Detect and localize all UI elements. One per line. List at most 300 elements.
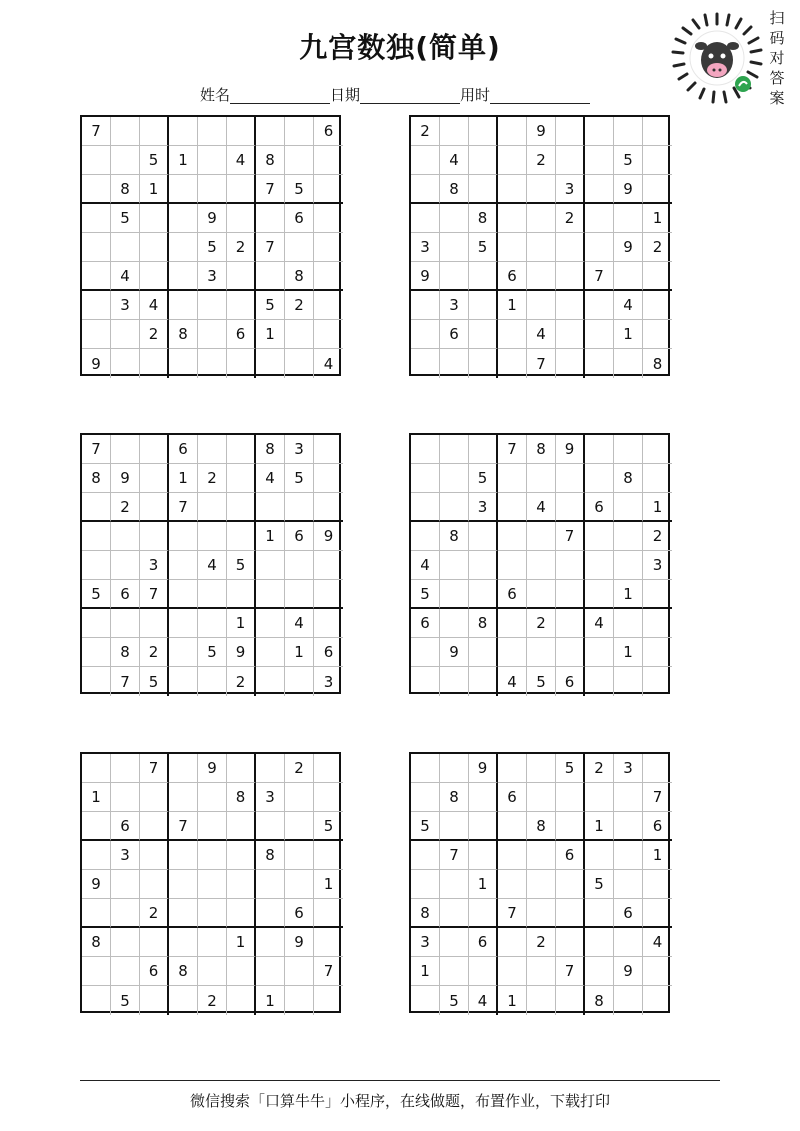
sudoku-cell[interactable]	[585, 320, 614, 349]
sudoku-cell[interactable]	[169, 580, 198, 609]
sudoku-cell[interactable]	[285, 812, 314, 841]
sudoku-cell[interactable]	[411, 841, 440, 870]
sudoku-cell[interactable]	[440, 870, 469, 899]
sudoku-cell[interactable]	[82, 638, 111, 667]
sudoku-cell[interactable]	[556, 464, 585, 493]
sudoku-cell[interactable]	[227, 812, 256, 841]
sudoku-cell[interactable]	[498, 175, 527, 204]
sudoku-cell[interactable]	[498, 928, 527, 957]
sudoku-cell[interactable]	[585, 928, 614, 957]
sudoku-cell[interactable]	[256, 204, 285, 233]
sudoku-cell[interactable]	[82, 262, 111, 291]
sudoku-cell[interactable]	[82, 493, 111, 522]
sudoku-cell[interactable]	[82, 551, 111, 580]
sudoku-cell[interactable]	[643, 262, 672, 291]
sudoku-cell[interactable]	[227, 204, 256, 233]
sudoku-cell[interactable]	[556, 986, 585, 1015]
sudoku-cell[interactable]	[111, 551, 140, 580]
sudoku-cell[interactable]	[256, 349, 285, 378]
sudoku-cell[interactable]	[256, 551, 285, 580]
sudoku-cell[interactable]	[585, 349, 614, 378]
sudoku-cell[interactable]	[411, 493, 440, 522]
sudoku-cell[interactable]	[527, 522, 556, 551]
sudoku-cell[interactable]	[614, 204, 643, 233]
sudoku-cell[interactable]	[527, 464, 556, 493]
sudoku-cell[interactable]	[556, 899, 585, 928]
sudoku-cell[interactable]	[314, 204, 343, 233]
sudoku-cell[interactable]	[111, 928, 140, 957]
sudoku-cell[interactable]	[82, 175, 111, 204]
sudoku-cell[interactable]	[585, 233, 614, 262]
sudoku-cell[interactable]	[440, 262, 469, 291]
sudoku-cell[interactable]	[82, 522, 111, 551]
sudoku-cell[interactable]	[285, 986, 314, 1015]
sudoku-cell[interactable]	[227, 175, 256, 204]
sudoku-cell[interactable]	[498, 204, 527, 233]
sudoku-cell[interactable]	[440, 464, 469, 493]
sudoku-cell[interactable]	[585, 117, 614, 146]
sudoku-cell[interactable]	[614, 551, 643, 580]
sudoku-cell[interactable]	[198, 175, 227, 204]
sudoku-cell[interactable]	[556, 928, 585, 957]
sudoku-cell[interactable]	[469, 146, 498, 175]
sudoku-cell[interactable]	[498, 522, 527, 551]
sudoku-cell[interactable]	[643, 609, 672, 638]
sudoku-cell[interactable]	[411, 146, 440, 175]
sudoku-cell[interactable]	[440, 812, 469, 841]
sudoku-cell[interactable]	[614, 493, 643, 522]
sudoku-cell[interactable]	[285, 580, 314, 609]
sudoku-cell[interactable]	[469, 899, 498, 928]
sudoku-cell[interactable]	[227, 841, 256, 870]
sudoku-cell[interactable]	[169, 291, 198, 320]
sudoku-cell[interactable]	[643, 667, 672, 696]
sudoku-cell[interactable]	[285, 957, 314, 986]
sudoku-cell[interactable]	[469, 175, 498, 204]
sudoku-cell[interactable]	[140, 928, 169, 957]
sudoku-cell[interactable]	[498, 320, 527, 349]
sudoku-cell[interactable]	[585, 638, 614, 667]
sudoku-cell[interactable]	[227, 464, 256, 493]
sudoku-cell[interactable]	[285, 146, 314, 175]
sudoku-cell[interactable]	[527, 986, 556, 1015]
sudoku-cell[interactable]	[556, 870, 585, 899]
sudoku-cell[interactable]	[169, 899, 198, 928]
sudoku-cell[interactable]	[614, 783, 643, 812]
sudoku-cell[interactable]	[411, 291, 440, 320]
sudoku-cell[interactable]	[498, 233, 527, 262]
sudoku-cell[interactable]	[314, 435, 343, 464]
sudoku-cell[interactable]	[527, 899, 556, 928]
sudoku-cell[interactable]	[585, 580, 614, 609]
sudoku-cell[interactable]	[198, 667, 227, 696]
sudoku-cell[interactable]	[469, 117, 498, 146]
sudoku-cell[interactable]	[169, 262, 198, 291]
sudoku-cell[interactable]	[111, 117, 140, 146]
sudoku-cell[interactable]	[314, 783, 343, 812]
sudoku-cell[interactable]	[411, 870, 440, 899]
sudoku-cell[interactable]	[440, 667, 469, 696]
sudoku-cell[interactable]	[411, 204, 440, 233]
sudoku-cell[interactable]	[82, 957, 111, 986]
sudoku-cell[interactable]	[82, 146, 111, 175]
sudoku-cell[interactable]	[256, 812, 285, 841]
sudoku-cell[interactable]	[469, 812, 498, 841]
sudoku-cell[interactable]	[440, 117, 469, 146]
sudoku-cell[interactable]	[614, 667, 643, 696]
sudoku-cell[interactable]	[469, 638, 498, 667]
sudoku-cell[interactable]	[256, 638, 285, 667]
sudoku-cell[interactable]	[227, 435, 256, 464]
sudoku-cell[interactable]	[285, 349, 314, 378]
sudoku-cell[interactable]	[285, 667, 314, 696]
sudoku-cell[interactable]	[556, 783, 585, 812]
sudoku-cell[interactable]	[643, 638, 672, 667]
sudoku-cell[interactable]	[198, 291, 227, 320]
sudoku-cell[interactable]	[198, 117, 227, 146]
sudoku-cell[interactable]	[469, 262, 498, 291]
sudoku-cell[interactable]	[314, 233, 343, 262]
sudoku-cell[interactable]	[440, 609, 469, 638]
sudoku-cell[interactable]	[556, 580, 585, 609]
sudoku-cell[interactable]	[285, 233, 314, 262]
sudoku-cell[interactable]	[411, 522, 440, 551]
sudoku-cell[interactable]	[227, 754, 256, 783]
sudoku-cell[interactable]	[256, 493, 285, 522]
sudoku-cell[interactable]	[198, 841, 227, 870]
sudoku-cell[interactable]	[585, 957, 614, 986]
sudoku-cell[interactable]	[140, 233, 169, 262]
sudoku-cell[interactable]	[498, 551, 527, 580]
sudoku-cell[interactable]	[285, 117, 314, 146]
sudoku-cell[interactable]	[227, 291, 256, 320]
sudoku-cell[interactable]	[256, 580, 285, 609]
sudoku-cell[interactable]	[111, 957, 140, 986]
sudoku-cell[interactable]	[585, 464, 614, 493]
sudoku-cell[interactable]	[140, 870, 169, 899]
sudoku-cell[interactable]	[469, 580, 498, 609]
sudoku-cell[interactable]	[469, 841, 498, 870]
sudoku-cell[interactable]	[198, 146, 227, 175]
sudoku-cell[interactable]	[585, 522, 614, 551]
sudoku-cell[interactable]	[643, 870, 672, 899]
sudoku-cell[interactable]	[285, 493, 314, 522]
sudoku-cell[interactable]	[314, 146, 343, 175]
sudoku-cell[interactable]	[227, 870, 256, 899]
sudoku-cell[interactable]	[169, 754, 198, 783]
sudoku-cell[interactable]	[169, 841, 198, 870]
sudoku-cell[interactable]	[82, 291, 111, 320]
sudoku-cell[interactable]	[585, 783, 614, 812]
sudoku-cell[interactable]	[198, 580, 227, 609]
sudoku-cell[interactable]	[82, 609, 111, 638]
sudoku-cell[interactable]	[169, 349, 198, 378]
sudoku-cell[interactable]	[643, 291, 672, 320]
sudoku-cell[interactable]	[585, 841, 614, 870]
sudoku-cell[interactable]	[111, 522, 140, 551]
sudoku-cell[interactable]	[111, 349, 140, 378]
sudoku-cell[interactable]	[469, 349, 498, 378]
sudoku-cell[interactable]	[614, 435, 643, 464]
sudoku-cell[interactable]	[82, 233, 111, 262]
sudoku-cell[interactable]	[585, 551, 614, 580]
sudoku-cell[interactable]	[469, 320, 498, 349]
sudoku-cell[interactable]	[643, 435, 672, 464]
sudoku-cell[interactable]	[498, 870, 527, 899]
sudoku-cell[interactable]	[527, 957, 556, 986]
sudoku-cell[interactable]	[314, 291, 343, 320]
sudoku-cell[interactable]	[111, 146, 140, 175]
sudoku-cell[interactable]	[169, 551, 198, 580]
sudoku-cell[interactable]	[643, 957, 672, 986]
sudoku-cell[interactable]	[527, 291, 556, 320]
sudoku-cell[interactable]	[169, 870, 198, 899]
sudoku-cell[interactable]	[140, 493, 169, 522]
sudoku-cell[interactable]	[314, 464, 343, 493]
sudoku-cell[interactable]	[440, 928, 469, 957]
sudoku-cell[interactable]	[111, 320, 140, 349]
sudoku-cell[interactable]	[614, 522, 643, 551]
sudoku-cell[interactable]	[140, 522, 169, 551]
sudoku-cell[interactable]	[556, 493, 585, 522]
sudoku-cell[interactable]	[411, 435, 440, 464]
sudoku-cell[interactable]	[585, 291, 614, 320]
sudoku-cell[interactable]	[82, 841, 111, 870]
sudoku-cell[interactable]	[527, 175, 556, 204]
sudoku-cell[interactable]	[527, 204, 556, 233]
sudoku-cell[interactable]	[614, 349, 643, 378]
sudoku-cell[interactable]	[440, 899, 469, 928]
sudoku-cell[interactable]	[411, 783, 440, 812]
sudoku-cell[interactable]	[227, 522, 256, 551]
sudoku-cell[interactable]	[440, 754, 469, 783]
sudoku-cell[interactable]	[198, 957, 227, 986]
sudoku-cell[interactable]	[469, 522, 498, 551]
sudoku-cell[interactable]	[585, 435, 614, 464]
sudoku-cell[interactable]	[256, 117, 285, 146]
sudoku-cell[interactable]	[82, 204, 111, 233]
sudoku-cell[interactable]	[314, 493, 343, 522]
sudoku-cell[interactable]	[314, 580, 343, 609]
sudoku-cell[interactable]	[169, 667, 198, 696]
sudoku-cell[interactable]	[527, 233, 556, 262]
sudoku-cell[interactable]	[411, 754, 440, 783]
sudoku-cell[interactable]	[198, 435, 227, 464]
sudoku-cell[interactable]	[643, 899, 672, 928]
sudoku-cell[interactable]	[411, 175, 440, 204]
sudoku-cell[interactable]	[527, 580, 556, 609]
sudoku-cell[interactable]	[314, 320, 343, 349]
sudoku-cell[interactable]	[111, 899, 140, 928]
sudoku-cell[interactable]	[198, 928, 227, 957]
sudoku-cell[interactable]	[256, 754, 285, 783]
sudoku-cell[interactable]	[111, 609, 140, 638]
sudoku-cell[interactable]	[198, 522, 227, 551]
sudoku-cell[interactable]	[198, 870, 227, 899]
sudoku-cell[interactable]	[256, 667, 285, 696]
sudoku-cell[interactable]	[440, 493, 469, 522]
sudoku-cell[interactable]	[198, 783, 227, 812]
qr-code-mascot-icon[interactable]	[669, 10, 765, 106]
sudoku-cell[interactable]	[227, 349, 256, 378]
sudoku-cell[interactable]	[614, 870, 643, 899]
sudoku-cell[interactable]	[227, 262, 256, 291]
sudoku-cell[interactable]	[556, 638, 585, 667]
sudoku-cell[interactable]	[227, 580, 256, 609]
sudoku-cell[interactable]	[411, 667, 440, 696]
sudoku-cell[interactable]	[469, 435, 498, 464]
sudoku-cell[interactable]	[285, 870, 314, 899]
sudoku-cell[interactable]	[411, 638, 440, 667]
sudoku-cell[interactable]	[256, 928, 285, 957]
sudoku-cell[interactable]	[498, 957, 527, 986]
sudoku-cell[interactable]	[440, 551, 469, 580]
sudoku-cell[interactable]	[440, 580, 469, 609]
sudoku-cell[interactable]	[527, 841, 556, 870]
sudoku-cell[interactable]	[256, 957, 285, 986]
sudoku-cell[interactable]	[411, 986, 440, 1015]
sudoku-cell[interactable]	[556, 291, 585, 320]
sudoku-cell[interactable]	[314, 841, 343, 870]
sudoku-cell[interactable]	[614, 117, 643, 146]
sudoku-cell[interactable]	[285, 841, 314, 870]
sudoku-cell[interactable]	[440, 204, 469, 233]
sudoku-cell[interactable]	[469, 957, 498, 986]
sudoku-cell[interactable]	[643, 464, 672, 493]
sudoku-cell[interactable]	[440, 957, 469, 986]
sudoku-cell[interactable]	[498, 146, 527, 175]
sudoku-cell[interactable]	[614, 841, 643, 870]
sudoku-cell[interactable]	[169, 986, 198, 1015]
sudoku-cell[interactable]	[198, 493, 227, 522]
sudoku-cell[interactable]	[140, 262, 169, 291]
sudoku-cell[interactable]	[469, 291, 498, 320]
sudoku-cell[interactable]	[169, 522, 198, 551]
sudoku-cell[interactable]	[140, 986, 169, 1015]
sudoku-cell[interactable]	[440, 349, 469, 378]
sudoku-cell[interactable]	[643, 580, 672, 609]
sudoku-cell[interactable]	[556, 609, 585, 638]
sudoku-cell[interactable]	[527, 262, 556, 291]
sudoku-cell[interactable]	[585, 204, 614, 233]
sudoku-cell[interactable]	[140, 812, 169, 841]
sudoku-cell[interactable]	[169, 233, 198, 262]
sudoku-cell[interactable]	[140, 609, 169, 638]
sudoku-cell[interactable]	[469, 667, 498, 696]
sudoku-cell[interactable]	[169, 783, 198, 812]
sudoku-cell[interactable]	[198, 320, 227, 349]
sudoku-cell[interactable]	[314, 175, 343, 204]
sudoku-cell[interactable]	[498, 812, 527, 841]
sudoku-cell[interactable]	[111, 233, 140, 262]
sudoku-cell[interactable]	[527, 551, 556, 580]
sudoku-cell[interactable]	[227, 957, 256, 986]
sudoku-cell[interactable]	[498, 464, 527, 493]
sudoku-cell[interactable]	[169, 638, 198, 667]
sudoku-cell[interactable]	[227, 899, 256, 928]
sudoku-cell[interactable]	[498, 609, 527, 638]
sudoku-cell[interactable]	[140, 204, 169, 233]
sudoku-cell[interactable]	[111, 435, 140, 464]
sudoku-cell[interactable]	[111, 870, 140, 899]
sudoku-cell[interactable]	[256, 262, 285, 291]
sudoku-cell[interactable]	[169, 609, 198, 638]
sudoku-cell[interactable]	[643, 754, 672, 783]
sudoku-cell[interactable]	[82, 320, 111, 349]
sudoku-cell[interactable]	[82, 986, 111, 1015]
sudoku-cell[interactable]	[556, 117, 585, 146]
sudoku-cell[interactable]	[556, 349, 585, 378]
sudoku-cell[interactable]	[111, 783, 140, 812]
sudoku-cell[interactable]	[285, 320, 314, 349]
sudoku-cell[interactable]	[140, 117, 169, 146]
sudoku-cell[interactable]	[256, 899, 285, 928]
sudoku-cell[interactable]	[527, 754, 556, 783]
sudoku-cell[interactable]	[643, 320, 672, 349]
sudoku-cell[interactable]	[643, 117, 672, 146]
sudoku-cell[interactable]	[82, 754, 111, 783]
sudoku-cell[interactable]	[556, 320, 585, 349]
sudoku-cell[interactable]	[140, 349, 169, 378]
sudoku-cell[interactable]	[585, 175, 614, 204]
sudoku-cell[interactable]	[411, 349, 440, 378]
sudoku-cell[interactable]	[198, 899, 227, 928]
sudoku-cell[interactable]	[498, 638, 527, 667]
sudoku-cell[interactable]	[614, 986, 643, 1015]
sudoku-cell[interactable]	[227, 117, 256, 146]
sudoku-cell[interactable]	[140, 841, 169, 870]
sudoku-cell[interactable]	[314, 928, 343, 957]
sudoku-cell[interactable]	[498, 349, 527, 378]
sudoku-cell[interactable]	[411, 320, 440, 349]
sudoku-cell[interactable]	[585, 899, 614, 928]
sudoku-cell[interactable]	[169, 175, 198, 204]
sudoku-cell[interactable]	[169, 204, 198, 233]
sudoku-cell[interactable]	[556, 262, 585, 291]
sudoku-cell[interactable]	[198, 609, 227, 638]
sudoku-cell[interactable]	[614, 609, 643, 638]
sudoku-cell[interactable]	[440, 233, 469, 262]
sudoku-cell[interactable]	[82, 812, 111, 841]
sudoku-cell[interactable]	[227, 493, 256, 522]
sudoku-cell[interactable]	[527, 638, 556, 667]
sudoku-cell[interactable]	[198, 349, 227, 378]
sudoku-cell[interactable]	[140, 464, 169, 493]
sudoku-cell[interactable]	[527, 870, 556, 899]
sudoku-cell[interactable]	[314, 899, 343, 928]
sudoku-cell[interactable]	[82, 667, 111, 696]
sudoku-cell[interactable]	[585, 667, 614, 696]
sudoku-cell[interactable]	[169, 117, 198, 146]
sudoku-cell[interactable]	[227, 986, 256, 1015]
sudoku-cell[interactable]	[440, 435, 469, 464]
sudoku-cell[interactable]	[169, 928, 198, 957]
sudoku-cell[interactable]	[614, 928, 643, 957]
sudoku-cell[interactable]	[111, 754, 140, 783]
sudoku-cell[interactable]	[498, 754, 527, 783]
sudoku-cell[interactable]	[556, 146, 585, 175]
sudoku-cell[interactable]	[314, 754, 343, 783]
sudoku-cell[interactable]	[585, 146, 614, 175]
sudoku-cell[interactable]	[469, 783, 498, 812]
sudoku-cell[interactable]	[643, 146, 672, 175]
sudoku-cell[interactable]	[556, 812, 585, 841]
sudoku-cell[interactable]	[140, 783, 169, 812]
sudoku-cell[interactable]	[498, 493, 527, 522]
sudoku-cell[interactable]	[314, 551, 343, 580]
sudoku-cell[interactable]	[285, 783, 314, 812]
sudoku-cell[interactable]	[285, 551, 314, 580]
